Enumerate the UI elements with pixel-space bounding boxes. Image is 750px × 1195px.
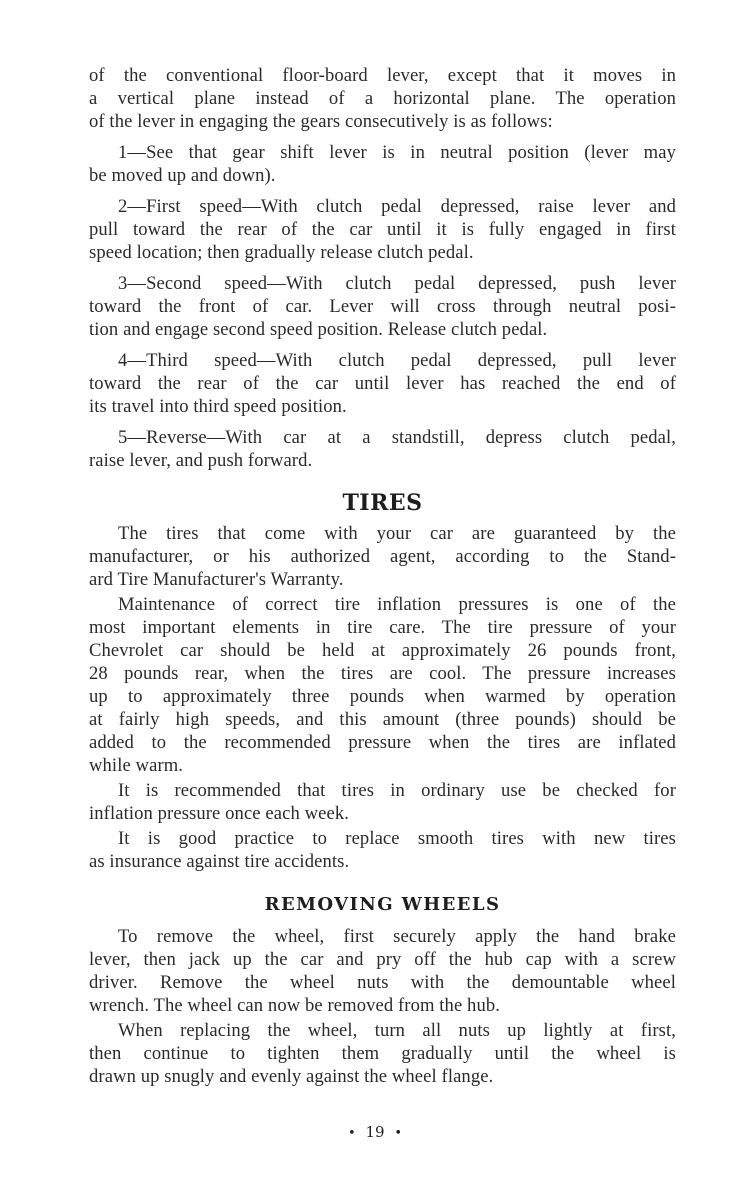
text-line: a vertical plane instead of a horizontal plane. The operation xyxy=(89,88,676,109)
text-line: wrench. The wheel can now be removed from the hub. xyxy=(89,995,500,1016)
text-line: most important elements in tire care. The tire pressure of your xyxy=(89,617,676,638)
text-line: of the lever in engaging the gears consecutively is as follows: xyxy=(89,111,553,132)
text-line: The tires that come with your car are guaranteed by the xyxy=(118,523,676,544)
bullet-ornament-right: • xyxy=(394,1126,402,1141)
text-line: To remove the wheel, first securely apply the hand brake xyxy=(118,926,676,947)
text-line: ard Tire Manufacturer's Warranty. xyxy=(89,569,344,590)
bullet-ornament-left: • xyxy=(348,1126,356,1141)
text-line: 2—First speed—With clutch pedal depressed, raise lever and xyxy=(118,196,676,217)
tires-paragraph-1 xyxy=(89,522,676,591)
text-line: while warm. xyxy=(89,755,184,776)
text-line: drawn up snugly and evenly against the wheel flange. xyxy=(89,1066,494,1087)
text-line: then continue to tighten them gradually until the wheel is xyxy=(89,1043,676,1064)
text-line: tion and engage second speed position. Release clutch pedal. xyxy=(89,319,548,340)
text-line: as insurance against tire accidents. xyxy=(89,851,350,872)
text-line: It is good practice to replace smooth tires with new tires xyxy=(118,828,676,849)
text-line: 4—Third speed—With clutch pedal depressed, pull lever xyxy=(118,350,676,371)
gear-step-4 xyxy=(89,349,676,418)
text-line: Chevrolet car should be held at approximately 26 pounds front, xyxy=(89,640,676,661)
text-line: inflation pressure once each week. xyxy=(89,803,349,824)
text-line: of the conventional floor-board lever, except that it moves in xyxy=(89,65,676,86)
removing-wheels-heading: REMOVING WHEELS xyxy=(264,894,501,915)
tires-paragraph-3 xyxy=(89,779,676,825)
gear-step-1 xyxy=(89,141,676,187)
text-line: 3—Second speed—With clutch pedal depressed, push lever xyxy=(118,273,676,294)
text-line: It is recommended that tires in ordinary use be checked for xyxy=(118,780,676,801)
text-line: at fairly high speeds, and this amount (three pounds) should be xyxy=(89,709,676,730)
text-line: 5—Reverse—With car at a standstill, depress clutch pedal, xyxy=(118,427,676,448)
text-line: speed location; then gradually release clutch pedal. xyxy=(89,242,474,263)
page-number xyxy=(0,1123,750,1141)
document-page xyxy=(89,64,676,1088)
text-line: When replacing the wheel, turn all nuts up lightly at first, xyxy=(118,1020,676,1041)
text-line: driver. Remove the wheel nuts with the demountable wheel xyxy=(89,972,676,993)
gear-step-5 xyxy=(89,426,676,472)
text-line: toward the rear of the car until lever has reached the end of xyxy=(89,373,676,394)
text-line: added to the recommended pressure when the tires are inflated xyxy=(89,732,676,753)
text-line: toward the front of car. Lever will cross through neutral posi- xyxy=(89,296,676,317)
gear-step-3 xyxy=(89,272,676,341)
removing-wheels-paragraph-1 xyxy=(89,925,676,1017)
tires-paragraph-2 xyxy=(89,593,676,777)
text-line: lever, then jack up the car and pry off the hub cap with a screw xyxy=(89,949,676,970)
text-line: raise lever, and push forward. xyxy=(89,450,313,471)
page-number-value: 19 xyxy=(365,1123,385,1141)
tires-paragraph-4 xyxy=(89,827,676,873)
text-line: up to approximately three pounds when warmed by operation xyxy=(89,686,676,707)
gear-step-2 xyxy=(89,195,676,264)
text-line: be moved up and down). xyxy=(89,165,276,186)
removing-wheels-paragraph-2 xyxy=(89,1019,676,1088)
intro-paragraph xyxy=(89,64,676,133)
text-line: pull toward the rear of the car until it is fully engaged in first xyxy=(89,219,676,240)
text-line: manufacturer, or his authorized agent, according to the Stand- xyxy=(89,546,676,567)
text-line: 1—See that gear shift lever is in neutral position (lever may xyxy=(118,142,676,163)
text-line: its travel into third speed position. xyxy=(89,396,347,417)
text-line: 28 pounds rear, when the tires are cool. The pressure increases xyxy=(89,663,676,684)
text-line: Maintenance of correct tire inflation pressures is one of the xyxy=(118,594,676,615)
tires-heading: TIRES xyxy=(342,490,423,516)
